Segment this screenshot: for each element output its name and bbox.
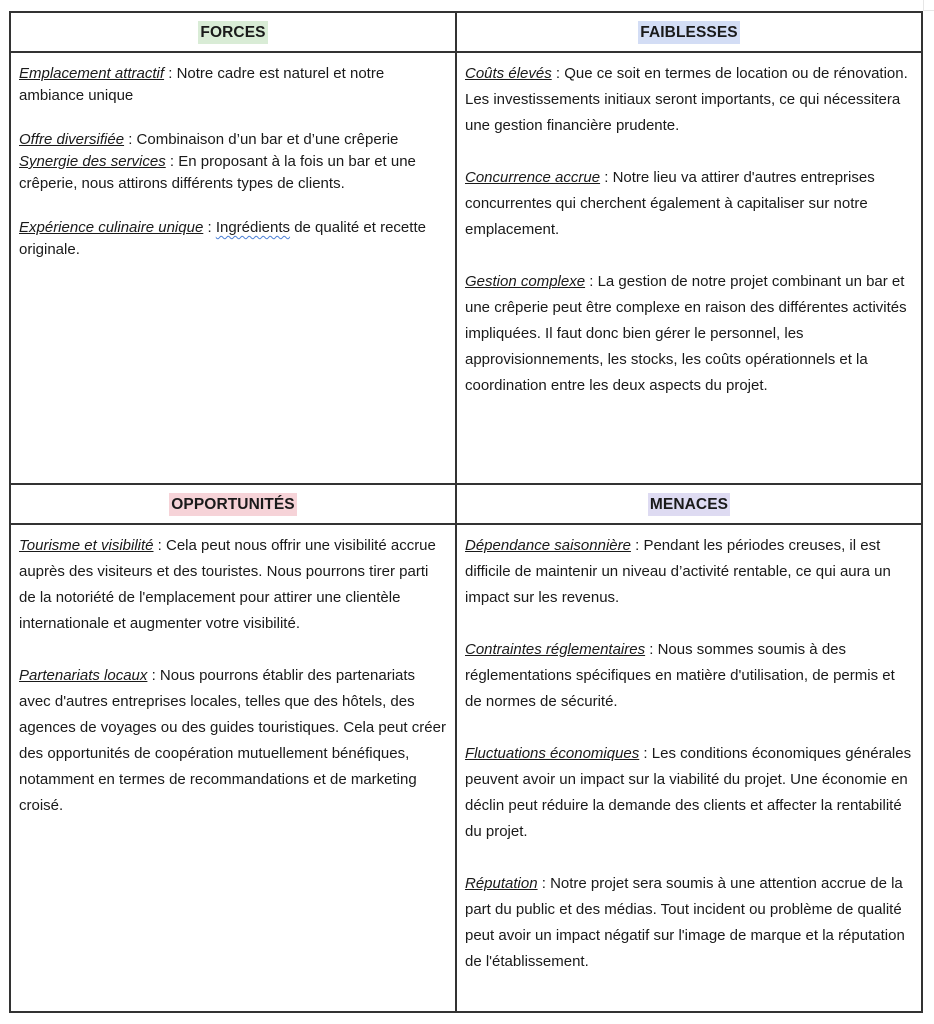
menaces-item	[465, 637, 913, 715]
item-term: Fluctuations économiques	[465, 745, 640, 762]
header-row-bottom	[10, 484, 922, 524]
item-text: : Cela peut nous offrir une visibilité accrue auprès des visiteurs et des touristes. Nous pourrons tirer parti de la notoriété de l'emplacement pour attirer une clientèle internationale et augmenter votre visibilité.	[19, 537, 436, 632]
opportunites-item	[19, 533, 447, 637]
menaces-title: MENACES	[648, 493, 730, 516]
swot-table	[9, 11, 923, 1013]
content-row-bottom	[10, 524, 922, 1012]
faiblesses-item	[465, 165, 913, 243]
item-term: Contraintes réglementaires	[465, 641, 646, 658]
item-term: Tourisme et visibilité	[19, 537, 154, 554]
opportunites-title: OPPORTUNITÉS	[169, 493, 297, 516]
forces-item	[19, 129, 447, 151]
spellcheck-flagged-word[interactable]: Ingrédients	[215, 219, 291, 236]
item-text: : Notre projet sera soumis à une attention accrue de la part du public et des médias. Tout incident ou problème de qualité peut avoir un impact négatif sur l'image de marque et la réputation de l'établissement.	[465, 875, 905, 970]
item-term: Emplacement attractif	[19, 65, 165, 82]
item-term: Partenariats locaux	[19, 667, 148, 684]
forces-item	[19, 151, 447, 195]
item-term: Réputation	[465, 875, 538, 892]
item-term: Concurrence accrue	[465, 169, 601, 186]
item-term: Dépendance saisonnière	[465, 537, 631, 554]
item-text: : La gestion de notre projet combinant un bar et une crêperie peut être complexe en raison des différentes activités impliquées. Il faut donc bien gérer le personnel, les approvisionnements, les stocks, les coûts opérationnels et la coordination entre les deux aspects du projet.	[465, 273, 907, 394]
opportunites-cell	[10, 524, 456, 1012]
menaces-item	[465, 871, 913, 975]
item-text: : Combinaison d’un bar et d’une crêperie	[124, 131, 399, 148]
menaces-cell	[456, 524, 922, 1012]
faiblesses-title: FAIBLESSES	[638, 21, 739, 44]
item-text: : Que ce soit en termes de location ou de rénovation. Les investissements initiaux seront importants, ce qui nécessitera une gestion financière prudente.	[465, 65, 908, 134]
item-term: Gestion complexe	[465, 273, 586, 290]
item-text: :	[203, 219, 216, 236]
item-text: de qualité et recette originale.	[19, 219, 426, 258]
item-text: : Notre lieu va attirer d'autres entreprises concurrentes qui cherchent également à capitaliser sur notre emplacement.	[465, 169, 875, 238]
menaces-item	[465, 741, 913, 845]
faiblesses-item	[465, 61, 913, 139]
forces-item	[19, 63, 447, 107]
opportunites-item	[19, 663, 447, 819]
item-term: Synergie des services	[19, 153, 166, 170]
menaces-item	[465, 533, 913, 611]
item-term: Coûts élevés	[465, 65, 552, 82]
faiblesses-header-cell	[456, 12, 922, 52]
item-term: Expérience culinaire unique	[19, 219, 204, 236]
header-row-top	[10, 12, 922, 52]
forces-header-cell	[10, 12, 456, 52]
item-text: : Les conditions économiques générales peuvent avoir un impact sur la viabilité du projet. Une économie en déclin peut réduire la demande des clients et affecter la rentabilité du projet.	[465, 745, 912, 840]
item-text: : Pendant les périodes creuses, il est difficile de maintenir un niveau d’activité rentable, ce qui aura un impact sur les revenus.	[465, 537, 891, 606]
faiblesses-item	[465, 269, 913, 399]
menaces-header-cell	[456, 484, 922, 524]
forces-item	[19, 217, 447, 261]
opportunites-header-cell	[10, 484, 456, 524]
item-text: : Nous pourrons établir des partenariats avec d'autres entreprises locales, telles que des hôtels, des agences de voyages ou des guides touristiques. Cela peut créer des opportunités de coopération mutuellement bénéfiques, notamment en termes de recommandations et de marketing croisé.	[19, 667, 446, 814]
item-term: Offre diversifiée	[19, 131, 125, 148]
faiblesses-cell	[456, 52, 922, 484]
resize-handle[interactable]	[923, 0, 934, 11]
content-row-top	[10, 52, 922, 484]
forces-title: FORCES	[198, 21, 267, 44]
item-text: : En proposant à la fois un bar et une crêperie, nous attirons différents types de clients.	[19, 153, 416, 192]
item-text: : Nous sommes soumis à des réglementations spécifiques en matière d'utilisation, de permis et de normes de sécurité.	[465, 641, 895, 710]
item-text: : Notre cadre est naturel et notre ambiance unique	[19, 65, 385, 104]
forces-cell	[10, 52, 456, 484]
